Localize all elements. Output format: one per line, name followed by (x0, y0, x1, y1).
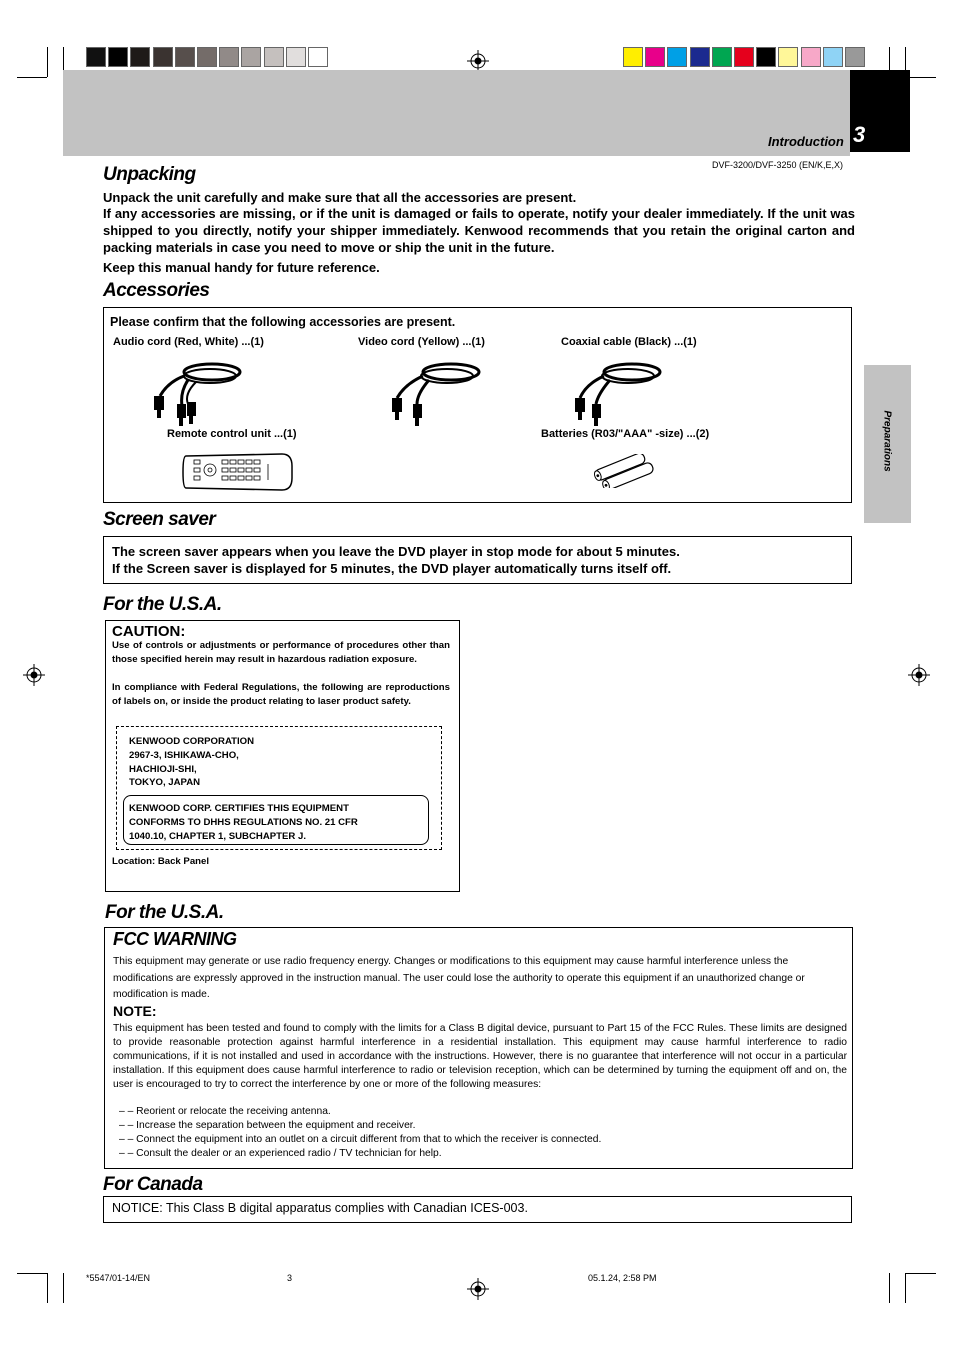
header-band (63, 70, 850, 156)
color-swatch (86, 47, 106, 67)
color-swatch (219, 47, 239, 67)
accessories-box (103, 307, 852, 503)
audio-cord-icon (150, 358, 245, 426)
label-address (129, 735, 254, 790)
label-address-line: TOKYO, JAPAN (129, 777, 201, 789)
fcc-box (104, 927, 853, 1169)
label-address-line: KENWOOD CORPORATION (129, 736, 255, 747)
screen-saver-line-1: The screen saver appears when you leave the DVD player in stop mode for about 5 minutes. (112, 544, 680, 559)
certification-text (129, 802, 358, 843)
accessory-label-remote: Remote control unit ...(1) (167, 428, 297, 440)
measures-list (119, 1105, 849, 1161)
color-swatch (197, 47, 217, 67)
list-item: – – Connect the equipment into an outlet on a circuit different from that to which the receiver is connected. (119, 1134, 602, 1145)
label-location: Location: Back Panel (112, 856, 210, 867)
usa-fcc-heading: For the U.S.A. (105, 902, 224, 923)
video-cord-icon (389, 358, 484, 426)
registration-mark-icon (908, 664, 930, 686)
label-address-line: 2967-3, ISHIKAWA-CHO, (129, 749, 239, 761)
page-number: 3 (853, 122, 866, 147)
side-tab-label: Preparations (881, 410, 893, 472)
footer-date: 05.1.24, 2:58 PM (588, 1273, 657, 1283)
coaxial-cable-icon (566, 358, 666, 426)
note-text: This equipment has been tested and found to comply with the limits for a Class B digital device, pursuant to Part 15 of the FCC Rules. These limits are designed to provide reasonable protection against harmful interference in a residential installation. This equipment may cause harmful interference to radio communications, if it is not installed and used in accordance with the instructions. However, there is no guarantee that interference will not occur in a particular installation. If this equipment does cause harmful interference to radio or television reception, which can be determined by turning the equipment off and on, the user is encouraged to try to correct the interference by one or more of the following measures: (113, 1023, 847, 1090)
footer-code: *5547/01-14/EN (86, 1273, 151, 1283)
color-swatch (756, 47, 776, 67)
color-swatch (801, 47, 821, 67)
fcc-warning-text: This equipment may generate or use radio frequency energy. Changes or modifications to this equipment may cause harmful interference unless the modifications are expressly approved in the instruction manual. The user could lose the authority to operate this equipment if an unauthorized change or modification is made. (113, 956, 805, 1000)
color-swatch (286, 47, 306, 67)
label-address-line: HACHIOJI-SHI, (129, 763, 197, 775)
canada-heading: For Canada (103, 1174, 203, 1195)
registration-mark-icon (467, 1278, 489, 1300)
color-swatch (778, 47, 798, 67)
accessories-intro: Please confirm that the following accessories are present. (110, 315, 456, 329)
color-swatch (823, 47, 843, 67)
list-item: – – Consult the dealer or an experienced radio / TV technician for help. (119, 1148, 442, 1159)
screen-saver-box (103, 536, 852, 584)
caution-title: CAUTION: (112, 623, 186, 640)
canada-box (103, 1196, 852, 1223)
certification-label (123, 795, 429, 845)
section-name: Introduction (768, 134, 844, 149)
color-swatch (153, 47, 173, 67)
list-item: – – Reorient or relocate the receiving antenna. (119, 1106, 331, 1117)
certification-line: CONFORMS TO DHHS REGULATIONS NO. 21 CFR (129, 816, 358, 828)
color-swatch (845, 47, 865, 67)
note-title: NOTE: (113, 1003, 157, 1019)
batteries-icon (588, 454, 660, 488)
canada-notice: NOTICE: This Class B digital apparatus complies with Canadian ICES-003. (112, 1201, 528, 1215)
registration-mark-icon (467, 50, 489, 72)
color-swatch (241, 47, 261, 67)
unpacking-paragraph-3: Keep this manual handy for future reference. (103, 260, 380, 275)
color-swatch (108, 47, 128, 67)
usa-caution-heading: For the U.S.A. (103, 594, 222, 615)
certification-line: 1040.10, CHAPTER 1, SUBCHAPTER J. (129, 830, 307, 842)
caution-paragraph-1: Use of controls or adjustments or performance of procedures other than those specified herein may result in hazardous radiation exposure. (112, 640, 450, 665)
color-swatch (645, 47, 665, 67)
caution-paragraph-2: In compliance with Federal Regulations, the following are reproductions of labels on, or inside the product relating to laser product safety. (112, 682, 450, 707)
laser-label-area (116, 726, 442, 850)
caution-box (105, 620, 460, 892)
footer-page: 3 (287, 1273, 293, 1283)
remote-control-icon (182, 452, 294, 492)
color-swatch (175, 47, 195, 67)
color-swatch (734, 47, 754, 67)
accessory-label-audio-cord: Audio cord (Red, White) ...(1) (113, 336, 264, 348)
unpacking-paragraph-1: Unpack the unit carefully and make sure that all the accessories are present. (103, 190, 577, 205)
screen-saver-line-2: If the Screen saver is displayed for 5 minutes, the DVD player automatically turns itself off. (112, 561, 672, 576)
accessory-label-coaxial-cable: Coaxial cable (Black) ...(1) (561, 336, 697, 348)
color-swatch (264, 47, 284, 67)
color-swatch (308, 47, 328, 67)
fcc-warning-title: FCC WARNING (113, 929, 237, 949)
color-swatch (130, 47, 150, 67)
unpacking-heading: Unpacking (103, 164, 196, 185)
registration-mark-icon (23, 664, 45, 686)
model-number: DVF-3200/DVF-3250 (EN/K,E,X) (712, 160, 844, 170)
certification-line: KENWOOD CORP. CERTIFIES THIS EQUIPMENT (129, 803, 349, 814)
color-swatch (690, 47, 710, 67)
accessories-heading: Accessories (103, 280, 210, 301)
accessory-label-video-cord: Video cord (Yellow) ...(1) (358, 336, 485, 348)
accessory-label-batteries: Batteries (R03/"AAA" -size) ...(2) (541, 428, 710, 440)
list-item: – – Increase the separation between the equipment and receiver. (119, 1120, 416, 1131)
color-swatch (667, 47, 687, 67)
color-swatch (623, 47, 643, 67)
screen-saver-heading: Screen saver (103, 509, 216, 530)
color-swatch (712, 47, 732, 67)
unpacking-paragraph-2: If any accessories are missing, or if the unit is damaged or fails to operate, notify your dealer immediately. If the unit was shipped to you directly, notify your shipper immediately. Kenwood recommends that you retain the original carton and packing materials in case you need to move or ship the unit in the future. (103, 206, 855, 255)
